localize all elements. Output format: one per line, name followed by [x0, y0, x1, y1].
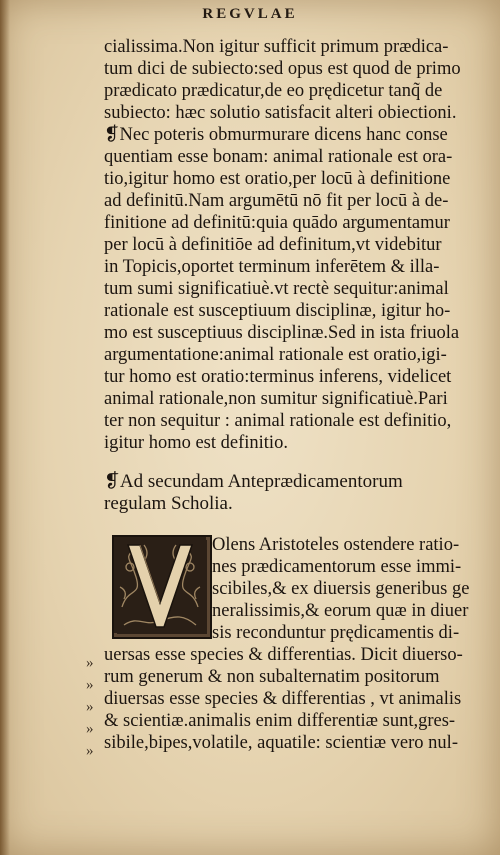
paragraph-2b-line: & scientiæ.animalis enim differentiæ sunt,gres‑ [104, 711, 456, 731]
marginal-mark: » [86, 677, 93, 693]
marginal-mark: » [86, 699, 93, 715]
section-heading [104, 471, 484, 515]
paragraph-1-line: subiecto: hæc solutio satisfacit alteri obiectioni. [104, 103, 457, 123]
paragraph-2a-line: nes prædicamentorum esse immi‑ [212, 557, 462, 577]
paragraph-1-line: rationale est susceptiuum disciplinæ, igitur ho‑ [104, 301, 451, 321]
paragraph-1-line: tum dici de subiecto:sed opus est quod de primo [104, 59, 461, 79]
paragraph-2a-line: Olens Aristoteles ostendere ratio‑ [212, 535, 460, 555]
paragraph-1-line: quentiam esse bonam: animal rationale est ora‑ [104, 147, 453, 167]
paragraph-2b-line: rum generum & non subalternatim positorum [104, 667, 440, 687]
page-gutter-shadow [0, 0, 10, 855]
heading-line: regulam Scholia. [104, 493, 233, 514]
paragraph-1-line: ter non sequitur : animal rationale est definitio, [104, 411, 452, 431]
paragraph-2a-line: scibiles,& ex diuersis generibus ge [212, 579, 470, 599]
paragraph-2b-line: uersas esse species & differentias. Dicit diuerso‑ [104, 645, 463, 665]
paragraph-2b-line: diuersas esse species & differentias , vt animalis [104, 689, 462, 709]
paragraph-1-line: in Topicis,oportet terminum inferētem & illa‑ [104, 257, 440, 277]
paragraph-1-line: cialissima.Non igitur sufficit primum prædica‑ [104, 37, 449, 57]
marginal-mark: » [86, 721, 93, 737]
paragraph-2a-line: neralissimis,& eorum quæ in diuer [212, 601, 469, 621]
paragraph-2a-line: sis reconduntur prędicamentis di‑ [212, 623, 460, 643]
paragraph-1-line: tio,igitur homo est oratio,per locū à definitione [104, 169, 451, 189]
heading-line: ❡Ad secundam Anteprædicamentorum [104, 471, 403, 492]
paragraph-2-beside-initial [212, 534, 484, 644]
paragraph-1-line: tur homo est oratio:terminus inferens, videlicet [104, 367, 452, 387]
decorated-initial-v [112, 535, 212, 639]
paragraph-1-line: mo est susceptiuus disciplinæ.Sed in ista friuola [104, 323, 460, 343]
paragraph-2-continued [104, 644, 484, 754]
paragraph-1-line: ad definitū.Nam argumētū nō fit per locū à de‑ [104, 191, 449, 211]
paragraph-1-line: finitione ad definitū:quia quādo argumentamur [104, 213, 450, 233]
paragraph-1-line: animal rationale,non sumitur significatiuè.Pari [104, 389, 448, 409]
floral-ornament-icon [114, 537, 206, 633]
running-head: REGVLAE [202, 6, 298, 22]
paragraph-1-line: prædicato prædicatur,de eo prędicetur tanq̃ de [104, 81, 443, 101]
marginal-mark: » [86, 743, 93, 759]
paragraph-1-line: ❡Nec poteris obmurmurare dicens hanc conse [104, 125, 448, 145]
paragraph-1-line: per locū à definitiōe ad definitum,vt videbitur [104, 235, 442, 255]
paragraph-1-line: tum sumi significatiuè.vt rectè sequitur:animal [104, 279, 449, 299]
paragraph-1 [104, 36, 484, 454]
marginal-mark: » [86, 655, 93, 671]
paragraph-2b-line: sibile,bipes,volatile, aquatile: scientiæ vero nul‑ [104, 733, 458, 753]
paragraph-1-line: igitur homo est definitio. [104, 433, 288, 453]
paragraph-1-line: argumentatione:animal rationale est oratio,igi‑ [104, 345, 447, 365]
